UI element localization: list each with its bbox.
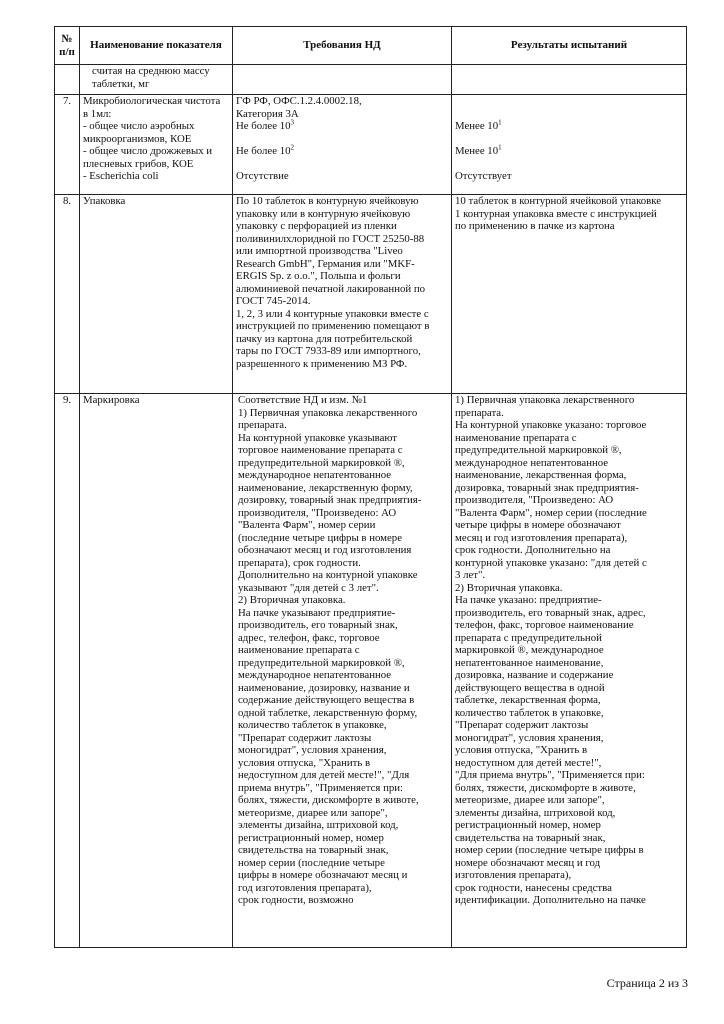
- row8-results-cell: 10 таблеток в контурной ячейковой упаковке 1 контурная упаковка вместе с инструкцией по применению в пачке из картона: [452, 195, 687, 394]
- header-row: [55, 27, 687, 65]
- table-row: [55, 394, 687, 948]
- row8-requirements-cell: По 10 таблеток в контурную ячейковую упаковку или в контурную ячейковую упаковку с перфорацией из пленки поливинилхлоридной по ГОСТ 25250-88 или импортной производства "Liveo Research GmbH", Германия или "MKF- ERGIS Sp. z o.o.", Польша и фольги алюминиевой печатной лакированной по ГОСТ 745-2014. 1, 2, 3 или 4 контурные упаковки вместе с инструкцией по применению помещают в пачку из картона для потребительской тары по ГОСТ 7933-89 или импортного, разрешенного к применению МЗ РФ.: [233, 195, 452, 394]
- table-row: [55, 195, 687, 394]
- row7-num: 7.: [55, 95, 80, 195]
- row8-name: Упаковка: [80, 195, 233, 394]
- row0-name-cell: считая на среднюю массу таблетки, мг: [80, 65, 233, 95]
- page-number: Страница 2 из 3: [606, 976, 688, 990]
- row9-num: 9.: [55, 394, 80, 948]
- row9-name: Маркировка: [80, 394, 233, 948]
- row7-requirements-cell: ГФ РФ, ОФС.1.2.4.0002.18, Категория 3А Не более $10^3$ Не более $10^2$ Отсутствие: [233, 95, 452, 195]
- table-row: [55, 65, 687, 95]
- header-name: Наименование показателя: [80, 27, 233, 65]
- table-row: [55, 95, 687, 195]
- specification-table: [54, 26, 687, 948]
- header-results: Результаты испытаний: [452, 27, 687, 65]
- row7-name-cell: Микробиологическая чистота в 1мл: - общее число аэробных микроорганизмов, КОЕ - общее число дрожжевых и плесневых грибов, КОЕ - Escherichia coli: [80, 95, 233, 195]
- row9-results-cell: 1) Первичная упаковка лекарственного препарата. На контурной упаковке указано: торговое наименование препарата с предупредительной маркировкой ®, международное непатентованное наименование, лекарственная форма, дозировка, товарный знак предприятия- производителя, "Произведено: АО "Валента Фарм", номер серии (последние четыре цифры в номере обозначают месяц и год изготовления препарата), срок годности. Дополнительно на контурной упаковке указано: "для детей с 3 лет". 2) Вторичная упаковка. На пачке указано: предприятие- производитель, его товарный знак, адрес, телефон, факс, торговое наименование препарата с предупредительной маркировкой ®, международное непатентованное наименование, дозировка, название и содержание действующего вещества в одной таблетке, лекарственная форма, количество таблеток в упаковке, "Препарат содержит лактозы моногидрат", условия хранения, условия отпуска, "Хранить в недоступном для детей месте!", "Для приема внутрь", "Применяется при: болях, тяжести, дискомфорте в животе, метеоризме, диарее или запоре", элементы дизайна, штриховой код, регистрационный номер, номер свидетельства на товарный знак, номер серии (последние четыре цифры в номере обозначают месяц и год изготовления препарата), срок годности, нанесены средства идентификации. Дополнительно на пачке: [452, 394, 687, 948]
- header-num: № п/п: [55, 27, 80, 65]
- row9-requirements-cell: Соответствие НД и изм. №1 1) Первичная упаковка лекарственного препарата. На контурной упаковке указывают торговое наименование препарата с предупредительной маркировкой ®, международное непатентованное наименование, лекарственную форму, дозировку, товарный знак предприятия- производителя, "Произведено: АО "Валента Фарм", номер серии (последние четыре цифры в номере обозначают месяц и год изготовления препарата), срок годности. Дополнительно на контурной упаковке указывают "для детей с 3 лет". 2) Вторичная упаковка. На пачке указывают предприятие- производитель, его товарный знак, адрес, телефон, факс, торговое наименование препарата с предупредительной маркировкой ®, международное непатентованное наименование, дозировку, название и содержание действующего вещества в одной таблетке, лекарственную форму, количество таблеток в упаковке, "Препарат содержит лактозы моногидрат", условия хранения, условия отпуска, "Хранить в недоступном для детей месте!", "Для приема внутрь", "Применяется при: болях, тяжести, дискомфорте в животе, метеоризме, диарее или запоре", элементы дизайна, штриховой код, регистрационный номер, номер свидетельства на товарный знак, номер серии (последние четыре цифры в номере обозначают месяц и год изготовления препарата), срок годности, возможно: [233, 394, 452, 948]
- row7-results-cell: Менее $10^1$ Менее $10^1$ Отсутствует: [452, 95, 687, 195]
- row8-num: 8.: [55, 195, 80, 394]
- header-requirements: Требования НД: [233, 27, 452, 65]
